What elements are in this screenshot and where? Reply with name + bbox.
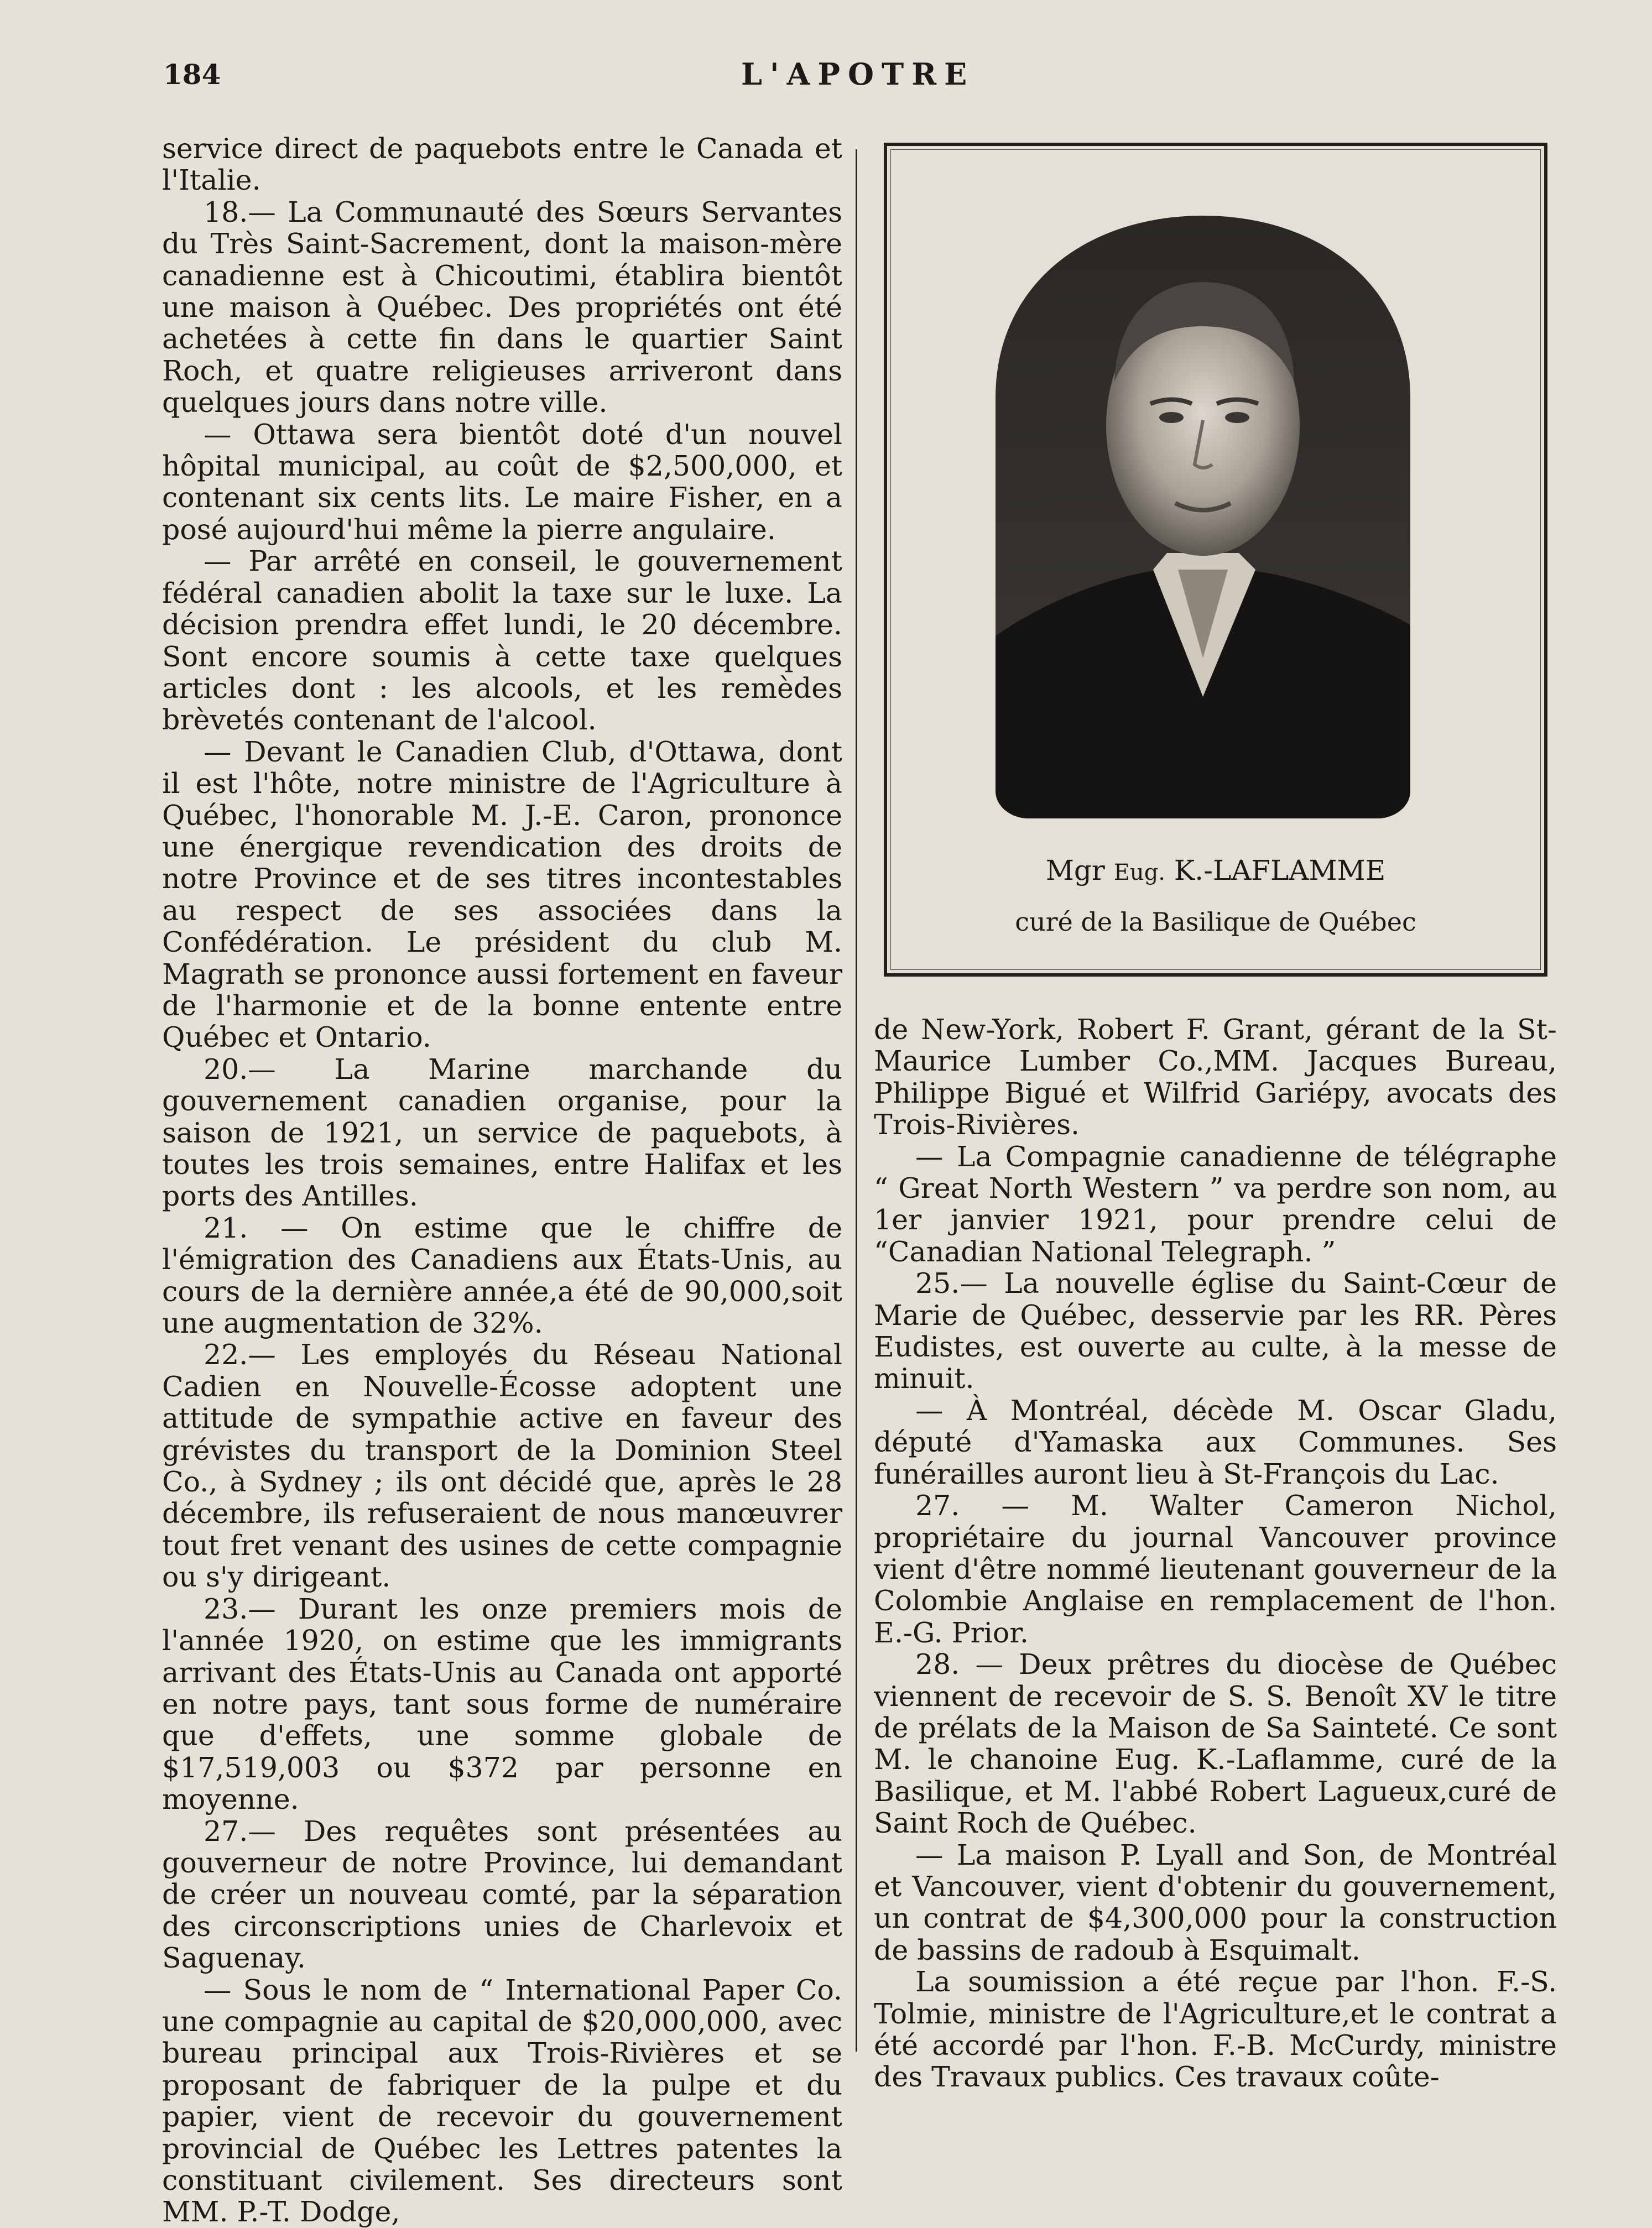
page-number: 184 — [163, 58, 221, 91]
paragraph: 27.— Des requêtes sont présentées au gouverneur de notre Province, lui demandant de créer un nouveau comté, par la séparation des circonscriptions unies de Charlevoix et Saguenay. — [162, 1814, 842, 1975]
column-divider — [856, 149, 857, 2052]
paragraph: 23.— Durant les onze premiers mois de l'année 1920, on estime que les immigrants arrivant des États-Unis au Canada ont apporté en notre pays, tant sous forme de numéraire que d'effets, une somme globale de $17,519,003 ou $372 par personne en moyenne. — [162, 1592, 842, 1816]
paragraph: — Sous le nom de “ International Paper Co. une compagnie au capital de $20,000,000, avec bureau principal aux Trois-Rivières et se proposant de fabriquer de la pulpe et du papier, vient de recevoir du gouvernement provincial de Québec les Lettres patentes la constituant civilement. Ses directeurs sont MM. P.-T. Dodge, — [162, 1973, 842, 2228]
left-column — [162, 133, 842, 2228]
paragraph: — Devant le Canadien Club, d'Ottawa, dont il est l'hôte, notre ministre de l'Agriculture à Québec, l'honorable M. J.-E. Caron, prononce une énergique revendication des droits de notre Province et de ses titres incontestables au respect de ses associées dans la Confédération. Le président du club M. Magrath se prononce aussi fortement en faveur de l'harmonie et de la bonne entente entre Québec et Ontario. — [162, 735, 842, 1054]
paragraph: de New-York, Robert F. Grant, gérant de la St-Maurice Lumber Co.,MM. Jacques Bureau, Philippe Bigué et Wilfrid Gariépy, avocats des Trois-Rivières. — [874, 1013, 1557, 1141]
paragraph: — La maison P. Lyall and Son, de Montréal et Vancouver, vient d'obtenir du gouvernement, un contrat de $4,300,000 pour la construction de bassins de radoub à Esquimalt. — [874, 1838, 1557, 1966]
portrait-caption-role: curé de la Basilique de Québec — [1015, 907, 1416, 937]
paragraph: 28. — Deux prêtres du diocèse de Québec viennent de recevoir de S. S. Benoît XV le titre de prélats de la Maison de Sa Sainteté. Ce sont M. le chanoine Eug. K.-Laflamme, curé de la Basilique, et M. l'abbé Robert Lagueux,curé de Saint Roch de Québec. — [874, 1648, 1557, 1840]
right-column — [874, 1014, 1557, 2093]
paragraph: service direct de paquebots entre le Canada et l'Italie. — [162, 132, 842, 197]
caption-surname: K.-LAFLAMME — [1174, 854, 1386, 886]
portrait-caption-name — [884, 854, 1547, 886]
caption-prefix: Mgr — [1045, 854, 1105, 886]
paragraph: 25.— La nouvelle église du Saint-Cœur de Marie de Québec, desservie par les RR. Pères Eudistes, est ouverte au culte, à la messe de minuit. — [874, 1267, 1557, 1395]
paragraph: 21. — On estime que le chiffre de l'émigration des Canadiens aux États-Unis, au cours de la dernière année,a été de 90,000,soit une augmentation de 32%. — [162, 1211, 842, 1340]
caption-given-name: Eug. — [1113, 860, 1166, 885]
paragraph: — À Montréal, décède M. Oscar Gladu, député d'Yamaska aux Communes. Ses funérailles auront lieu à St-François du Lac. — [874, 1394, 1557, 1490]
paragraph: 27. — M. Walter Cameron Nichol, propriétaire du journal Vancouver province vient d'être nommé lieutenant gouverneur de la Colombie Anglaise en remplacement de l'hon. E.-G. Prior. — [874, 1489, 1557, 1649]
paragraph: La soumission a été reçue par l'hon. F.-S. Tolmie, ministre de l'Agriculture,et le contrat a été accordé par l'hon. F.-B. McCurdy, ministre des Travaux publics. Ces travaux coûte- — [874, 1965, 1557, 2094]
paragraph: — Par arrêté en conseil, le gouvernement fédéral canadien abolit la taxe sur le luxe. La décision prendra effet lundi, le 20 décembre. Sont encore soumis à cette taxe quelques articles dont : les alcools, et les remèdes brèvetés contenant de l'alcool. — [162, 545, 842, 737]
paragraph: — La Compagnie canadienne de télégraphe “ Great North Western ” va perdre son nom, au 1er janvier 1921, pour prendre celui de “Canadian National Telegraph. ” — [874, 1140, 1557, 1268]
paragraph: 18.— La Communauté des Sœurs Servantes du Très Saint-Sacrement, dont la maison-mère canadienne est à Chicoutimi, établira bientôt une maison à Québec. Des propriétés ont été achetées à cette fin dans le quartier Saint Roch, et quatre religieuses arriveront dans quelques jours dans notre ville. — [162, 195, 842, 419]
paragraph: 20.— La Marine marchande du gouvernement canadien organise, pour la saison de 1921, un service de paquebots, à toutes les trois semaines, entre Halifax et les ports des Antilles. — [162, 1052, 842, 1213]
paragraph: — Ottawa sera bientôt doté d'un nouvel hôpital municipal, au coût de $2,500,000, et contenant six cents lits. Le maire Fisher, en a posé aujourd'hui même la pierre angulaire. — [162, 418, 842, 546]
paragraph: 22.— Les employés du Réseau National Cadien en Nouvelle-Écosse adoptent une attitude de sympathie active en faveur des grévistes du transport de la Dominion Steel Co., à Sydney ; ils ont décidé que, après le 28 décembre, ils refuseraient de nous manœuvrer tout fret venant des usines de cette compagnie ou s'y dirigeant. — [162, 1338, 842, 1594]
portrait-photo — [996, 216, 1410, 818]
running-head-title: L'APOTRE — [741, 56, 975, 92]
